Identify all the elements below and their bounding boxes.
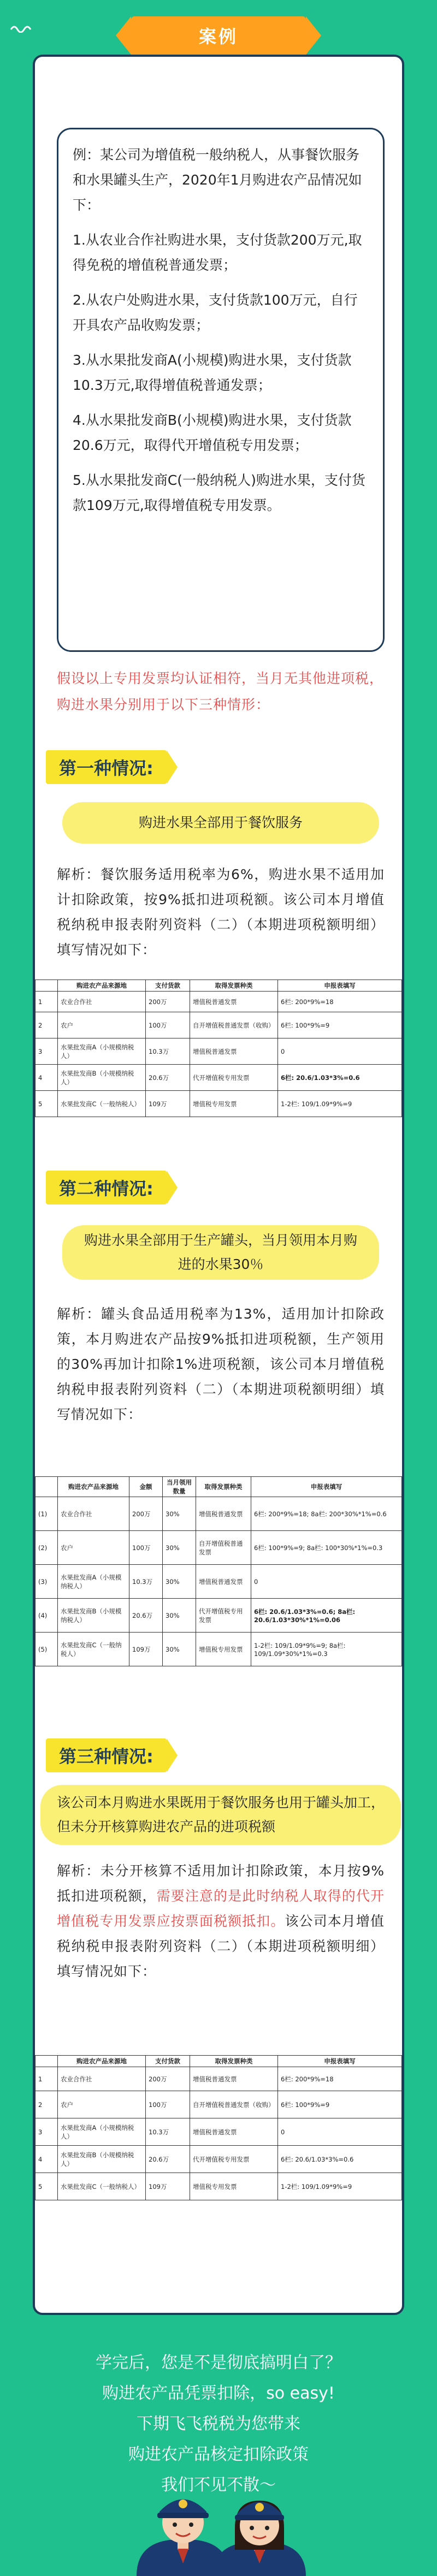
footer-line-3: 下期飞飞税税为您带来 <box>137 2414 300 2433</box>
table-cell: 代开增值税专用发票 <box>190 2146 278 2173</box>
table-cell: 5 <box>36 2173 58 2200</box>
table-row <box>36 1565 402 1599</box>
table-cell: 10.3万 <box>146 2118 190 2146</box>
table-row <box>36 2091 402 2118</box>
table-cell: 109万 <box>146 1091 190 1117</box>
table-row <box>36 2146 402 2173</box>
table-cell: 20.6万 <box>146 2146 190 2173</box>
table-cell: 200万 <box>146 992 190 1012</box>
header-tab <box>131 16 306 55</box>
table-cell: 农户 <box>58 2091 146 2118</box>
case3-table <box>35 2055 402 2200</box>
table-cell: 2 <box>36 2091 58 2118</box>
case2-title-text: 第二种情况: <box>59 1178 153 1199</box>
table-cell: 3 <box>36 1038 58 1065</box>
table-header: 取得发票种类 <box>190 980 278 992</box>
table-row <box>36 1012 402 1038</box>
table-cell: 水果批发商C（一般纳税人） <box>58 2173 146 2200</box>
table-row <box>36 1599 402 1633</box>
table-cell: 109万 <box>129 1633 163 1666</box>
table-cell: 水果批发商A（小规模纳税人） <box>58 1038 146 1065</box>
table-cell: 6栏: 100*9%=9; 8a栏: 100*30%*1%=0.3 <box>251 1531 402 1565</box>
table-cell: 100万 <box>129 1531 163 1565</box>
table-row <box>36 1633 402 1666</box>
table-cell: 10.3万 <box>129 1565 163 1599</box>
table-cell: 4 <box>36 1065 58 1091</box>
table-header <box>36 980 58 992</box>
table-cell: 农业合作社 <box>58 992 146 1012</box>
table-cell: 农业合作社 <box>58 1497 129 1531</box>
table-row <box>36 1091 402 1117</box>
table-cell: 10.3万 <box>146 1038 190 1065</box>
table-cell: 2 <box>36 1012 58 1038</box>
table-cell: 1-2栏: 109/1.09*9%=9 <box>278 1091 402 1117</box>
case2-table <box>35 1476 402 1666</box>
table-header: 申报表填写 <box>278 2056 402 2067</box>
table-cell: 自开增值税普通发票 <box>196 1531 251 1565</box>
case2-analysis: 解析：罐头食品适用税率为13%，适用加计扣除政策，本月购进农产品按9%抵扣进项税额，生产领用的30%再加计扣除1%进项税额，该公司本月增值税纳税申报表附列资料（二）（本期进项税额明细）填写情况如下： <box>57 1306 385 1422</box>
table-cell: (4) <box>36 1599 58 1633</box>
table-row <box>36 2118 402 2146</box>
example-intro: 例：某公司为增值税一般纳税人，从事餐饮服务和水果罐头生产，2020年1月购进农产品情况如下： <box>73 147 362 213</box>
case2-title <box>46 1171 167 1204</box>
footer-line-1: 学完后，您是不是彻底搞明白了？ <box>96 2353 341 2372</box>
example-item-2: 2.从农户处购进水果，支付货款100万元，自行开具农产品收购发票； <box>73 292 358 333</box>
table-cell: (2) <box>36 1531 58 1565</box>
table-cell: 4 <box>36 2146 58 2173</box>
table-cell: 0 <box>251 1565 402 1599</box>
table-cell: 30% <box>163 1599 196 1633</box>
table-cell: 增值税普通发票 <box>190 2067 278 2091</box>
wave-decoration-icon <box>10 22 32 33</box>
table-cell: 代开增值税专用发票 <box>190 1065 278 1091</box>
table-cell: 农业合作社 <box>58 2067 146 2091</box>
table-cell: 0 <box>278 1038 402 1065</box>
table-header: 购进农产品来源地 <box>58 980 146 992</box>
table-cell: 农户 <box>58 1531 129 1565</box>
table-header <box>36 1477 58 1497</box>
table-cell: 1-2栏: 109/1.09*9%=9 <box>278 2173 402 2200</box>
case3-title <box>46 1738 167 1772</box>
example-item-5: 5.从水果批发商C(一般纳税人)购进水果，支付货款109万元,取得增值税专用发票。 <box>73 472 365 513</box>
table-header: 申报表填写 <box>278 980 402 992</box>
table-cell: 水果批发商A（小规模纳税人） <box>58 1565 129 1599</box>
table-cell: 水果批发商C（一般纳税人） <box>58 1633 129 1666</box>
table-cell: 200万 <box>146 2067 190 2091</box>
table-cell: 20.6万 <box>129 1599 163 1633</box>
table-cell: 30% <box>163 1633 196 1666</box>
footer-line-4: 购进农产品核定扣除政策 <box>128 2445 309 2464</box>
table-row <box>36 1531 402 1565</box>
table-cell: (5) <box>36 1633 58 1666</box>
table-header: 支付货款 <box>146 2056 190 2067</box>
table-cell: 增值税普通发票 <box>190 2118 278 2146</box>
table-cell: 1-2栏: 109/1.09*9%=9; 8a栏: 109/1.09*30%*1%=0.3 <box>251 1633 402 1666</box>
table-header: 金额 <box>129 1477 163 1497</box>
table-cell: 100万 <box>146 1012 190 1038</box>
table-cell: 自开增值税普通发票（收购） <box>190 1012 278 1038</box>
table-cell: 6栏: 20.6/1.03*3%=0.6; 8a栏: 20.6/1.03*30%*1%=0.06 <box>251 1599 402 1633</box>
table-cell: 水果批发商B（小规模纳税人） <box>58 1599 129 1633</box>
table-row <box>36 1497 402 1531</box>
table-cell: 增值税专用发票 <box>190 2173 278 2200</box>
table-cell: 水果批发商B（小规模纳税人） <box>58 1065 146 1091</box>
table-cell: 200万 <box>129 1497 163 1531</box>
assumption-text: 假设以上专用发票均认证相符，当月无其他进项税，购进水果分别用于以下三种情形： <box>57 670 384 713</box>
table-cell: 农户 <box>58 1012 146 1038</box>
mascots-illustration <box>55 2490 382 2576</box>
case3-analysis-part2: 该公司本月增值税纳税申报表附列资料（二）（本期进项税额明细）填写情况如下： <box>57 1913 385 1979</box>
case2-pill-text: 购进水果全部用于生产罐头，当月领用本月购进的水果30％ <box>84 1232 357 1272</box>
mascot-officer-right-icon <box>213 2501 306 2576</box>
example-item-3: 3.从水果批发商A(小规模)购进水果，支付货款10.3万元,取得增值税普通发票； <box>73 352 352 393</box>
example-item-1: 1.从农业合作社购进水果，支付货款200万元,取得免税的增值税普通发票； <box>73 232 362 273</box>
case1-analysis: 解析：餐饮服务适用税率为6%，购进水果不适用加计扣除政策，按9%抵扣进项税额。该公司本月增值税纳税申报表附列资料（二）（本期进项税额明细）填写情况如下： <box>57 866 385 958</box>
table-row <box>36 1038 402 1065</box>
case3-title-text: 第三种情况: <box>59 1746 153 1767</box>
table-cell: (3) <box>36 1565 58 1599</box>
table-header: 取得发票种类 <box>190 2056 278 2067</box>
table-cell: 6栏: 20.6/1.03*3%=0.6 <box>278 2146 402 2173</box>
table-cell: 代开增值税专用发票 <box>196 1599 251 1633</box>
table-cell: 0 <box>278 2118 402 2146</box>
table-cell: 5 <box>36 1091 58 1117</box>
table-cell: 1 <box>36 2067 58 2091</box>
table-cell: 30% <box>163 1565 196 1599</box>
table-row <box>36 2067 402 2091</box>
table-cell: 30% <box>163 1497 196 1531</box>
case3-pill-text: 该公司本月购进水果既用于餐饮服务也用于罐头加工，但未分开核算购进农产品的进项税额 <box>57 1795 385 1835</box>
table-cell: 水果批发商C（一般纳税人） <box>58 1091 146 1117</box>
table-header: 当月领用数量 <box>163 1477 196 1497</box>
table-cell: 自开增值税普通发票（收购） <box>190 2091 278 2118</box>
table-cell: 109万 <box>146 2173 190 2200</box>
table-cell: 6栏: 20.6/1.03*3%=0.6 <box>278 1065 402 1091</box>
table-cell: 6栏: 100*9%=9 <box>278 1012 402 1038</box>
table-cell: 增值税普通发票 <box>196 1565 251 1599</box>
table-row <box>36 992 402 1012</box>
table-cell: 6栏: 200*9%=18 <box>278 2067 402 2091</box>
case3-analysis <box>57 1859 385 1984</box>
table-cell: 30% <box>163 1531 196 1565</box>
table-cell: 6栏: 200*9%=18 <box>278 992 402 1012</box>
table-header-row <box>36 1477 402 1497</box>
case1-pill-text: 购进水果全部用于餐饮服务 <box>138 815 303 830</box>
footer-line-2: 购进农产品凭票扣除，so easy! <box>102 2384 335 2403</box>
header-title: 案例 <box>198 26 238 47</box>
table-cell: 增值税普通发票 <box>196 1497 251 1531</box>
table-cell: 水果批发商A（小规模纳税人） <box>58 2118 146 2146</box>
case3-analysis-part1: 解析：未分开核算不适用加计扣除政策，本月按9%抵扣进项税额， <box>57 1863 385 1904</box>
table-header: 购进农产品来源地 <box>58 2056 146 2067</box>
content-card <box>33 55 404 2315</box>
table-cell: 6栏: 100*9%=9 <box>278 2091 402 2118</box>
table-header-row <box>36 980 402 992</box>
footer-line-5: 我们不见不散～ <box>161 2476 276 2495</box>
case1-title <box>46 750 167 784</box>
table-header <box>36 2056 58 2067</box>
case3-analysis-warning: 需要注意的是此时纳税人取得的代开增值税专用发票应按票面税额抵扣。 <box>57 1888 385 1929</box>
table-cell: 20.6万 <box>146 1065 190 1091</box>
table-cell: (1) <box>36 1497 58 1531</box>
case1-pill <box>62 802 379 844</box>
example-item-4: 4.从水果批发商B(小规模)购进水果，支付货款20.6万元，取得代开增值税专用发票； <box>73 412 352 453</box>
table-cell: 100万 <box>146 2091 190 2118</box>
table-cell: 水果批发商B（小规模纳税人） <box>58 2146 146 2173</box>
table-cell: 增值税专用发票 <box>190 1091 278 1117</box>
case3-pill <box>40 1785 401 1845</box>
case2-pill <box>62 1225 379 1280</box>
table-cell: 增值税普通发票 <box>190 992 278 1012</box>
table-header: 取得发票种类 <box>196 1477 251 1497</box>
table-row <box>36 1065 402 1091</box>
table-cell: 6栏: 200*9%=18; 8a栏: 200*30%*1%=0.6 <box>251 1497 402 1531</box>
table-cell: 1 <box>36 992 58 1012</box>
case1-table <box>35 980 402 1117</box>
table-cell: 3 <box>36 2118 58 2146</box>
table-cell: 增值税普通发票 <box>190 1038 278 1065</box>
table-header: 支付货款 <box>146 980 190 992</box>
table-row <box>36 2173 402 2200</box>
table-cell: 增值税专用发票 <box>196 1633 251 1666</box>
table-header-row <box>36 2056 402 2067</box>
table-header: 购进农产品来源地 <box>58 1477 129 1497</box>
table-header: 申报表填写 <box>251 1477 402 1497</box>
example-box <box>57 128 385 652</box>
case1-title-text: 第一种情况: <box>59 758 153 779</box>
